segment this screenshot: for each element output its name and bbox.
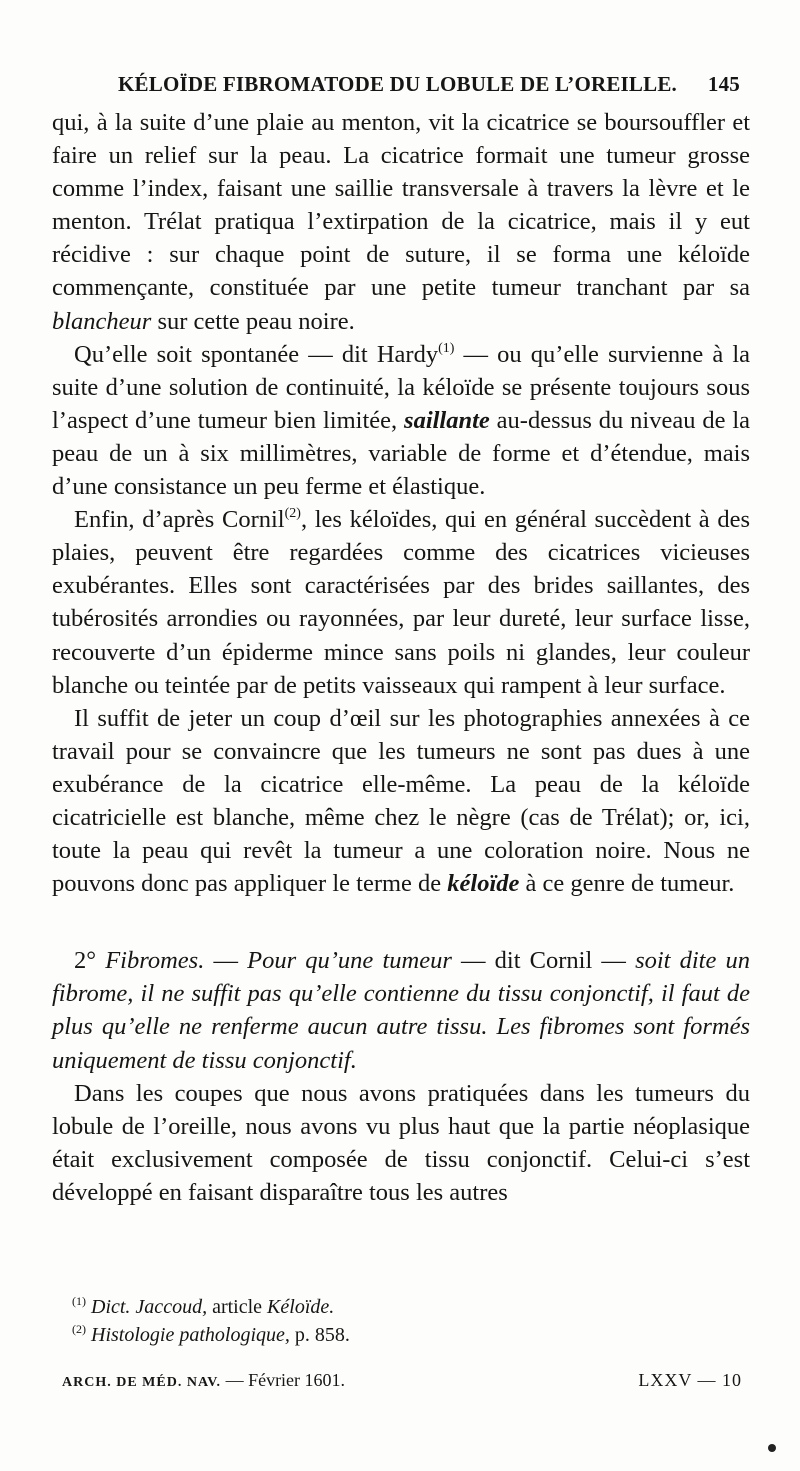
paragraph-2: [52, 338, 750, 503]
paragraph-4: [52, 702, 750, 901]
body-text: [52, 106, 750, 1209]
paragraph-3-text: Enfin, d’après Cornil: [74, 506, 285, 534]
section-heading: Fibromes.: [105, 947, 205, 975]
paragraph-5-fibromes: [52, 944, 750, 1076]
paragraph-1-text: qui, à la suite d’une plaie au menton, vit la cicatrice se boursouffler et faire un relief sur la peau. La cicatrice formait une tumeur grosse comme l’index, faisant une saillie transversale à travers la lèvre et le menton. Trélat pratiqua l’extirpation de la cicatrice, mais il y eut récidive : sur chaque point de suture, il se forma une kéloïde commençante, constituée par une petite tumeur tranchant par sa: [52, 109, 750, 302]
paragraph-1: [52, 106, 750, 338]
footnote-ref-1: (1): [438, 340, 455, 356]
paragraph-2-text: Qu’elle soit spontanée — dit Hardy: [74, 340, 439, 368]
signature-sep: —: [221, 1370, 249, 1390]
paragraph-2-text-mid: — ou qu’elle survienne à la suite d’une solution de continuité, la kéloïde se présente toujours sous l’aspect d’une tumeur bien limitée,: [52, 340, 751, 434]
running-head-title: KÉLOÏDE FIBROMATODE DU LOBULE DE L’OREILLE.: [118, 72, 677, 96]
paragraph-6-text: Dans les coupes que nous avons pratiquées dans les tumeurs du lobule de l’oreille, nous avons vu plus haut que la partie néoplasique était exclusivement composée de tissu conjonctif. Celui-ci s’est développé en faisant disparaître tous les autres: [52, 1079, 750, 1206]
quote-part-a: Pour qu’une tumeur: [247, 947, 452, 975]
paragraph-4-text-end: à ce genre de tumeur.: [519, 870, 735, 898]
paragraph-1-text-end: sur cette peau noire.: [151, 307, 355, 335]
footnote-2-marker: (2): [72, 1322, 86, 1336]
paragraph-3: [52, 503, 750, 702]
footnote-ref-2: (2): [284, 506, 301, 522]
signature-volume: LXXV — 10: [638, 1370, 742, 1390]
paragraph-4-italic: kéloïde: [447, 870, 520, 898]
ink-dot: [768, 1444, 776, 1452]
journal-abbrev: ARCH. DE MÉD. NAV.: [62, 1375, 222, 1390]
footnote-1-source: Dict. Jaccoud,: [91, 1296, 208, 1318]
footnote-2-text: p. 858.: [289, 1324, 350, 1346]
signature-left: [62, 1370, 345, 1391]
paragraph-3-text-end: , les kéloïdes, qui en général succèdent à des plaies, peuvent être regardées comme des cicatrices vicieuses exubérantes. Elles sont caractérisées par des brides saillantes, des tubérosités arrondies ou rayonnées, par leur dureté, leur surface lisse, recouverte d’un épiderme mince sans poils ni glandes, leur couleur blanche ou teintée par de petits vaisseaux qui rampent à leur surface.: [52, 506, 750, 699]
footnote-1-text: article: [207, 1296, 268, 1318]
signature-date: Février 1601.: [248, 1370, 346, 1390]
section-dash: —: [204, 947, 248, 975]
footnote-1: [72, 1293, 732, 1321]
quote-part-b: soit dite un fibrome, il ne suffit pas qu’elle contienne du tissu conjonctif, il faut de plus qu’elle ne renferme aucun autre tissu. Les fibromes sont formés uniquement de tissu conjonctif.: [52, 947, 750, 1074]
footnote-2-source: Histologie pathologique,: [91, 1324, 290, 1346]
section-number: 2°: [74, 947, 106, 975]
paragraph-1-italic: blancheur: [52, 307, 152, 335]
footnotes: [72, 1293, 732, 1349]
quote-attribution: — dit Cornil —: [451, 947, 636, 975]
paragraph-2-italic: saillante: [404, 406, 490, 434]
page-number: 145: [707, 72, 740, 96]
paragraph-2-text-end: au-dessus du niveau de la peau de un à six millimètres, variable de forme et d’étendue, mais d’une consistance un peu ferme et élastique.: [52, 406, 750, 501]
printer-signature: [62, 1370, 742, 1400]
footnote-1-term: Kéloïde.: [267, 1296, 335, 1318]
paragraph-4-text: Il suffit de jeter un coup d’œil sur les photographies annexées à ce travail pour se convaincre que les tumeurs ne sont pas dues à une exubérance de la cicatrice elle-même. La peau de la kéloïde cicatricielle est blanche, même chez le nègre (cas de Trélat); or, ici, toute la peau qui revêt la tumeur a une coloration noire. Nous ne pouvons donc pas appliquer le terme de: [52, 704, 750, 898]
footnote-2: [72, 1321, 732, 1349]
paragraph-6: [52, 1077, 750, 1209]
running-head: [118, 64, 740, 104]
footnote-1-marker: (1): [72, 1294, 86, 1308]
